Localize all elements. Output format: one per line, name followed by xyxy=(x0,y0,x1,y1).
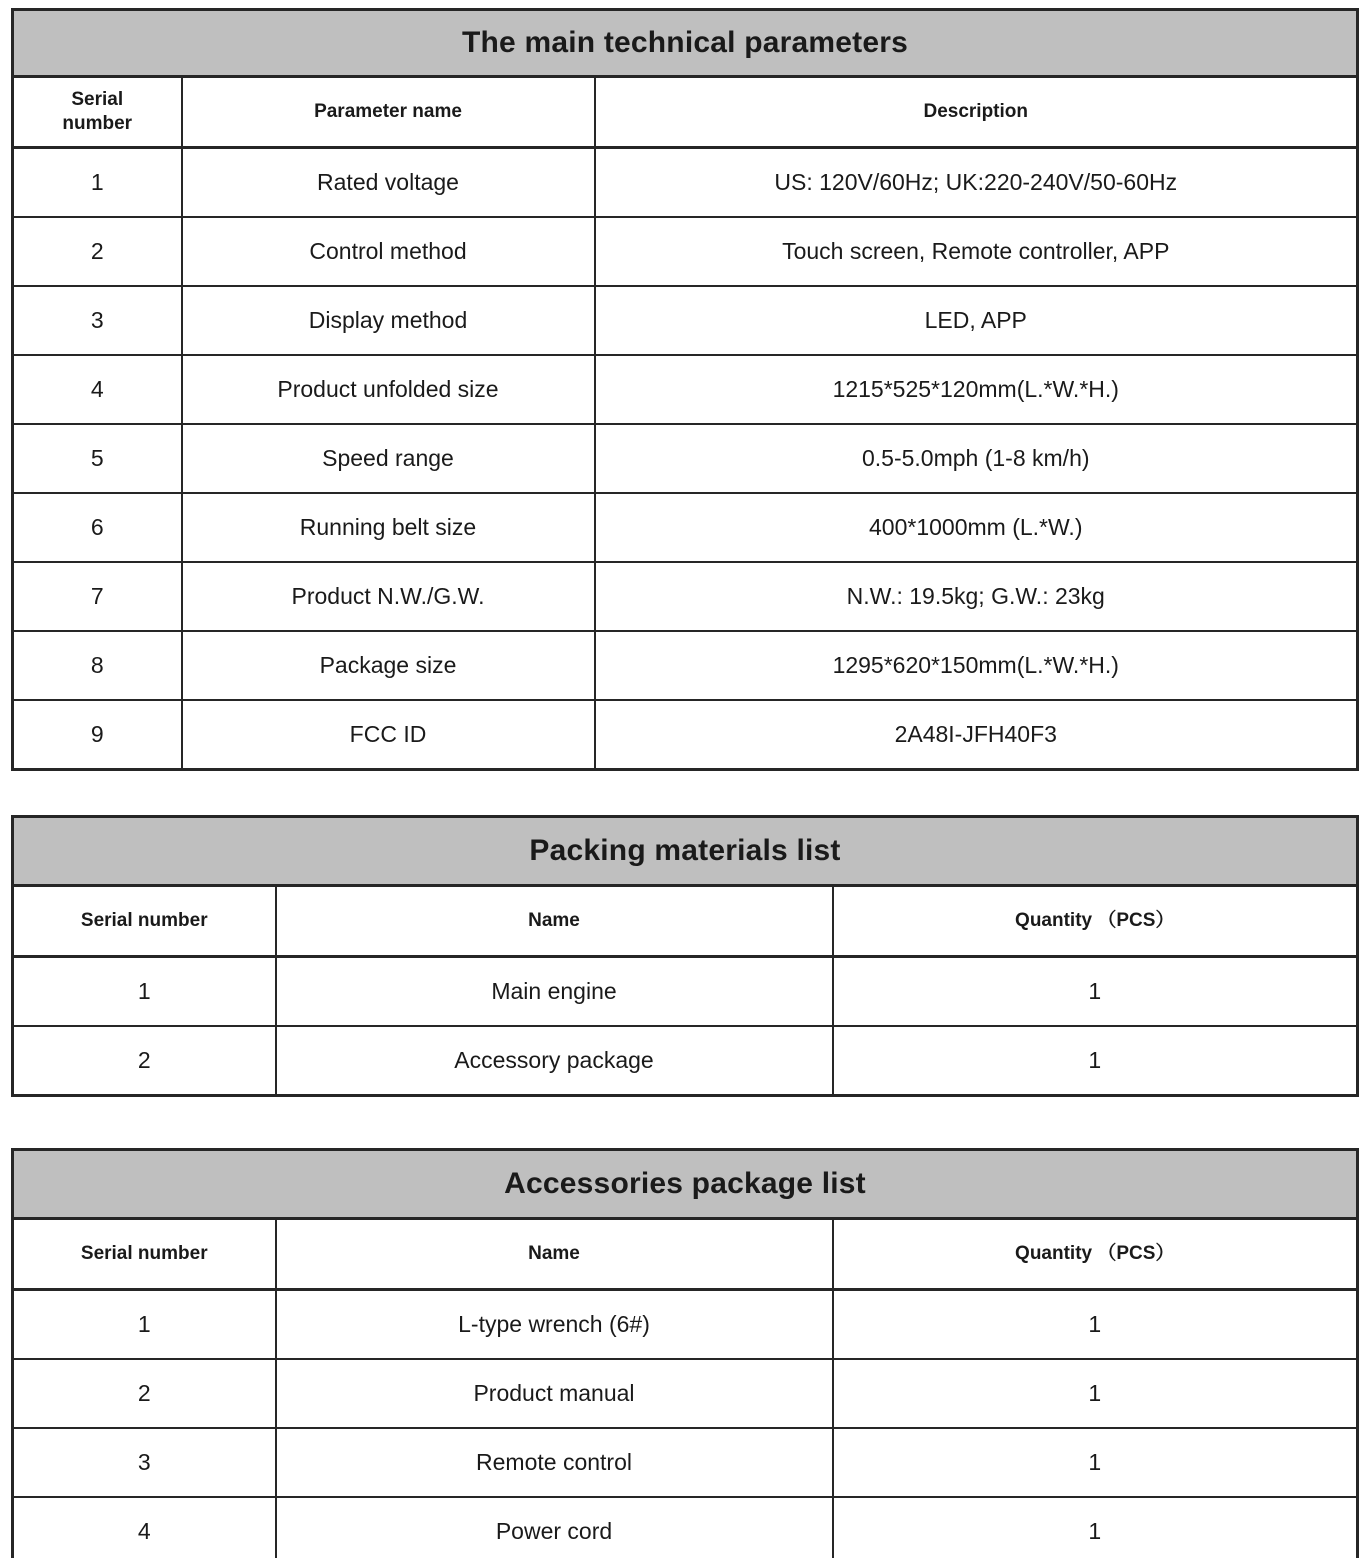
cell-quantity: 1 xyxy=(833,1290,1358,1360)
column-header-quantity: Quantity （PCS） xyxy=(833,1219,1358,1290)
column-header-name: Name xyxy=(276,886,833,957)
cell-quantity: 1 xyxy=(833,1497,1358,1558)
cell-serial-number: 4 xyxy=(13,1497,276,1558)
cell-description: LED, APP xyxy=(595,286,1358,355)
table-title-row xyxy=(13,817,1358,886)
table-header-row xyxy=(13,886,1358,957)
table-row xyxy=(13,1359,1358,1428)
packing-materials-list-table xyxy=(11,815,1359,1097)
table-row xyxy=(13,1026,1358,1096)
table-row xyxy=(13,148,1358,218)
cell-quantity: 1 xyxy=(833,957,1358,1027)
cell-parameter-name: Control method xyxy=(182,217,595,286)
cell-serial-number: 1 xyxy=(13,148,182,218)
table-row xyxy=(13,957,1358,1027)
cell-serial-number: 2 xyxy=(13,217,182,286)
column-header-parameter-name: Parameter name xyxy=(182,77,595,148)
column-header-serial-number: Serial number xyxy=(13,886,276,957)
cell-description: 2A48I-JFH40F3 xyxy=(595,700,1358,770)
cell-quantity: 1 xyxy=(833,1359,1358,1428)
cell-serial-number: 8 xyxy=(13,631,182,700)
cell-description: US: 120V/60Hz; UK:220-240V/50-60Hz xyxy=(595,148,1358,218)
column-header-serial-line2: number xyxy=(62,113,133,134)
cell-parameter-name: Speed range xyxy=(182,424,595,493)
cell-name: Remote control xyxy=(276,1428,833,1497)
column-header-serial-number: Serial number xyxy=(13,1219,276,1290)
cell-name: Accessory package xyxy=(276,1026,833,1096)
table-row xyxy=(13,424,1358,493)
cell-description: 1295*620*150mm(L.*W.*H.) xyxy=(595,631,1358,700)
cell-serial-number: 9 xyxy=(13,700,182,770)
cell-name: Main engine xyxy=(276,957,833,1027)
cell-parameter-name: Display method xyxy=(182,286,595,355)
table-row xyxy=(13,631,1358,700)
cell-parameter-name: FCC ID xyxy=(182,700,595,770)
cell-parameter-name: Package size xyxy=(182,631,595,700)
table-row xyxy=(13,700,1358,770)
cell-description: Touch screen, Remote controller, APP xyxy=(595,217,1358,286)
cell-name: Power cord xyxy=(276,1497,833,1558)
cell-serial-number: 2 xyxy=(13,1026,276,1096)
cell-parameter-name: Product N.W./G.W. xyxy=(182,562,595,631)
table-title: Packing materials list xyxy=(13,817,1358,886)
column-header-serial-number xyxy=(13,77,182,148)
packing-materials-list-table-wrapper xyxy=(11,815,1359,1097)
cell-parameter-name: Running belt size xyxy=(182,493,595,562)
cell-serial-number: 1 xyxy=(13,957,276,1027)
cell-description: 400*1000mm (L.*W.) xyxy=(595,493,1358,562)
cell-description: N.W.: 19.5kg; G.W.: 23kg xyxy=(595,562,1358,631)
table-title-row xyxy=(13,10,1358,77)
table-row xyxy=(13,1497,1358,1558)
table-title-row xyxy=(13,1150,1358,1219)
table-header-row xyxy=(13,77,1358,148)
table-row xyxy=(13,562,1358,631)
cell-name: Product manual xyxy=(276,1359,833,1428)
cell-serial-number: 1 xyxy=(13,1290,276,1360)
cell-description: 1215*525*120mm(L.*W.*H.) xyxy=(595,355,1358,424)
accessories-package-list-table-wrapper xyxy=(11,1148,1359,1558)
cell-serial-number: 3 xyxy=(13,286,182,355)
table-title: Accessories package list xyxy=(13,1150,1358,1219)
table-row xyxy=(13,1290,1358,1360)
main-technical-parameters-table xyxy=(11,8,1359,771)
cell-name: L-type wrench (6#) xyxy=(276,1290,833,1360)
cell-serial-number: 7 xyxy=(13,562,182,631)
cell-serial-number: 3 xyxy=(13,1428,276,1497)
cell-parameter-name: Product unfolded size xyxy=(182,355,595,424)
table-title: The main technical parameters xyxy=(13,10,1358,77)
column-header-quantity: Quantity （PCS） xyxy=(833,886,1358,957)
cell-quantity: 1 xyxy=(833,1428,1358,1497)
table-row xyxy=(13,1428,1358,1497)
main-technical-parameters-table-wrapper xyxy=(11,8,1359,771)
column-header-description: Description xyxy=(595,77,1358,148)
table-row xyxy=(13,217,1358,286)
column-header-name: Name xyxy=(276,1219,833,1290)
cell-serial-number: 5 xyxy=(13,424,182,493)
accessories-package-list-table xyxy=(11,1148,1359,1558)
table-header-row xyxy=(13,1219,1358,1290)
cell-parameter-name: Rated voltage xyxy=(182,148,595,218)
table-row xyxy=(13,493,1358,562)
cell-serial-number: 6 xyxy=(13,493,182,562)
cell-description: 0.5-5.0mph (1-8 km/h) xyxy=(595,424,1358,493)
table-row xyxy=(13,355,1358,424)
table-row xyxy=(13,286,1358,355)
cell-quantity: 1 xyxy=(833,1026,1358,1096)
cell-serial-number: 4 xyxy=(13,355,182,424)
column-header-serial-line1: Serial xyxy=(71,89,124,111)
cell-serial-number: 2 xyxy=(13,1359,276,1428)
